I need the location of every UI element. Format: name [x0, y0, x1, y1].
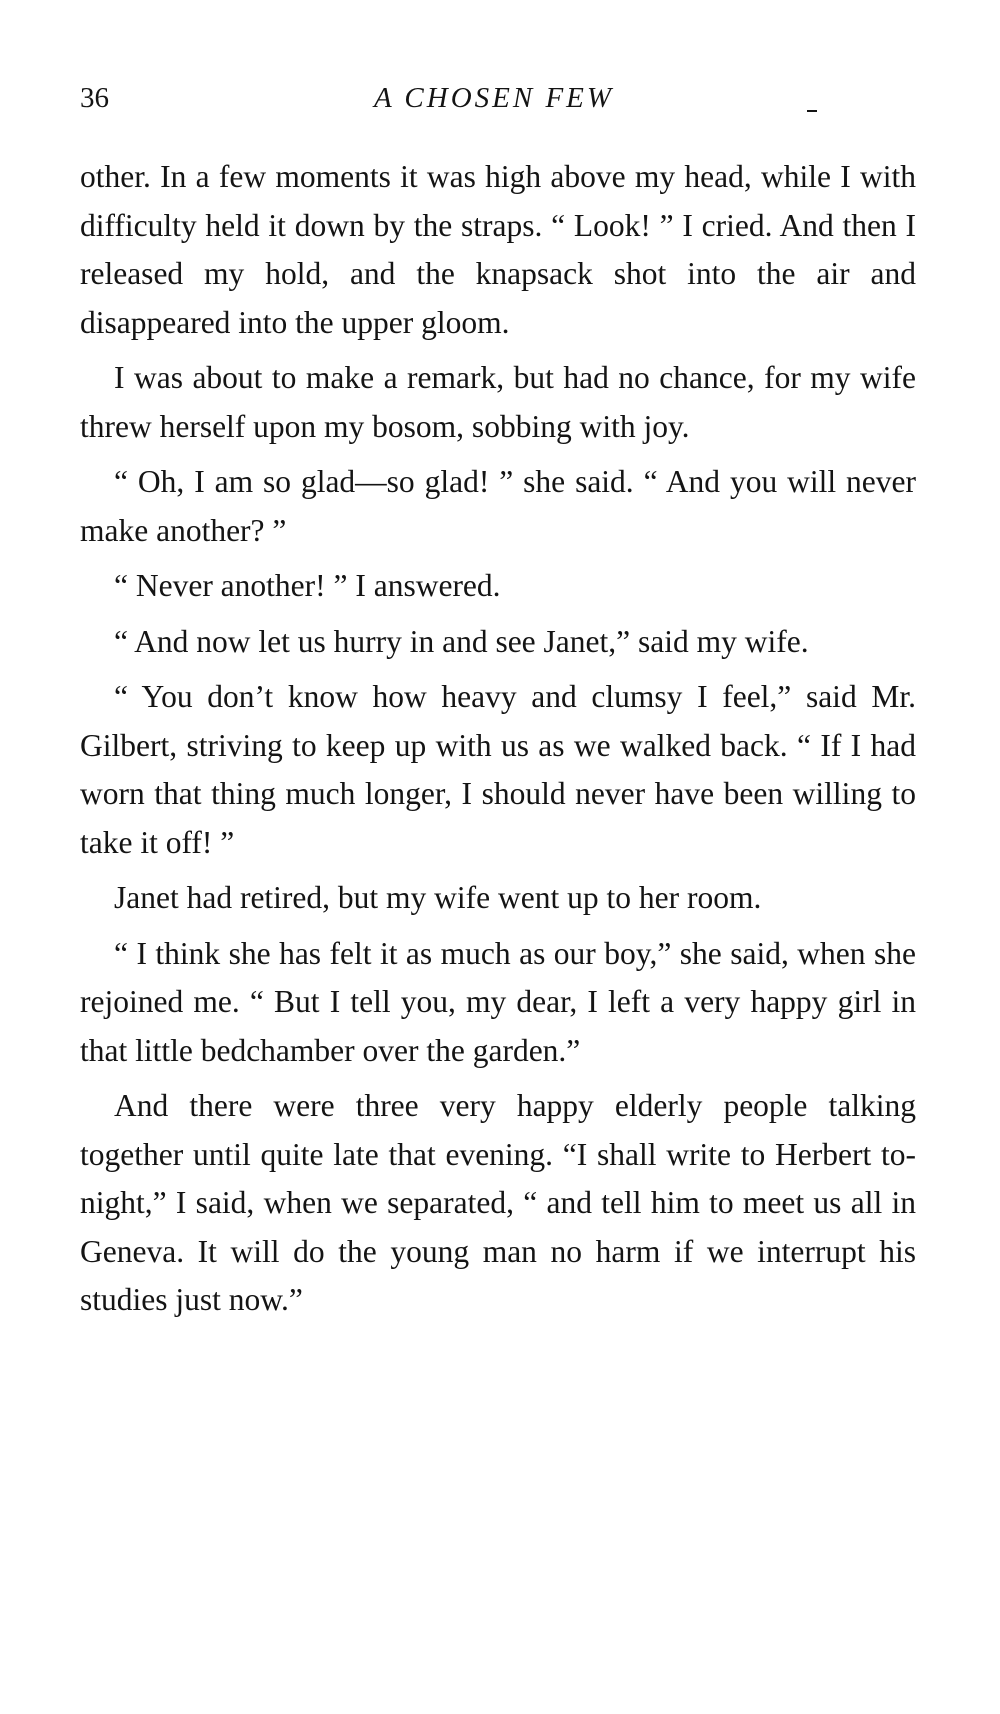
paragraph-2: I was about to make a remark, but had no chance, for my wife threw herself upon my bosom, sobbing with joy. — [80, 360, 916, 444]
paragraph-9: And there were three very happy elderly people talking together until quite late that evening. “I shall write to Herbert to-night,” I said, when we separated, “ and tell him to meet us all in Geneva. It will do the young man no harm if we interrupt his studies just now.” — [80, 1088, 916, 1317]
running-title: A CHOSEN FEW — [373, 82, 615, 114]
running-head — [80, 82, 920, 122]
body-text — [80, 153, 916, 1325]
paragraph-1: other. In a few moments it was high above my head, while I with difficulty held it down by the straps. “ Look! ” I cried. And then I released my hold, and the knapsack shot into the air and disappeared into the upper gloom. — [80, 159, 916, 340]
page-number: 36 — [80, 82, 109, 114]
ink-mark — [807, 110, 817, 112]
paragraph-5: “ And now let us hurry in and see Janet,” said my wife. — [114, 623, 809, 659]
paragraph-8: “ I think she has felt it as much as our boy,” she said, when she rejoined me. “ But I tell you, my dear, I left a very happy girl in that little bedchamber over the garden.” — [80, 935, 916, 1068]
paragraph-3: “ Oh, I am so glad—so glad! ” she said. “ And you will never make another? ” — [80, 464, 916, 548]
paragraph-6: “ You don’t know how heavy and clumsy I feel,” said Mr. Gilbert, striving to keep up with us as we walked back. “ If I had worn that thing much longer, I should never have been willing to take it off! ” — [80, 679, 916, 860]
paragraph-4: “ Never another! ” I answered. — [114, 568, 501, 603]
paragraph-7: Janet had retired, but my wife went up to her room. — [114, 880, 762, 915]
